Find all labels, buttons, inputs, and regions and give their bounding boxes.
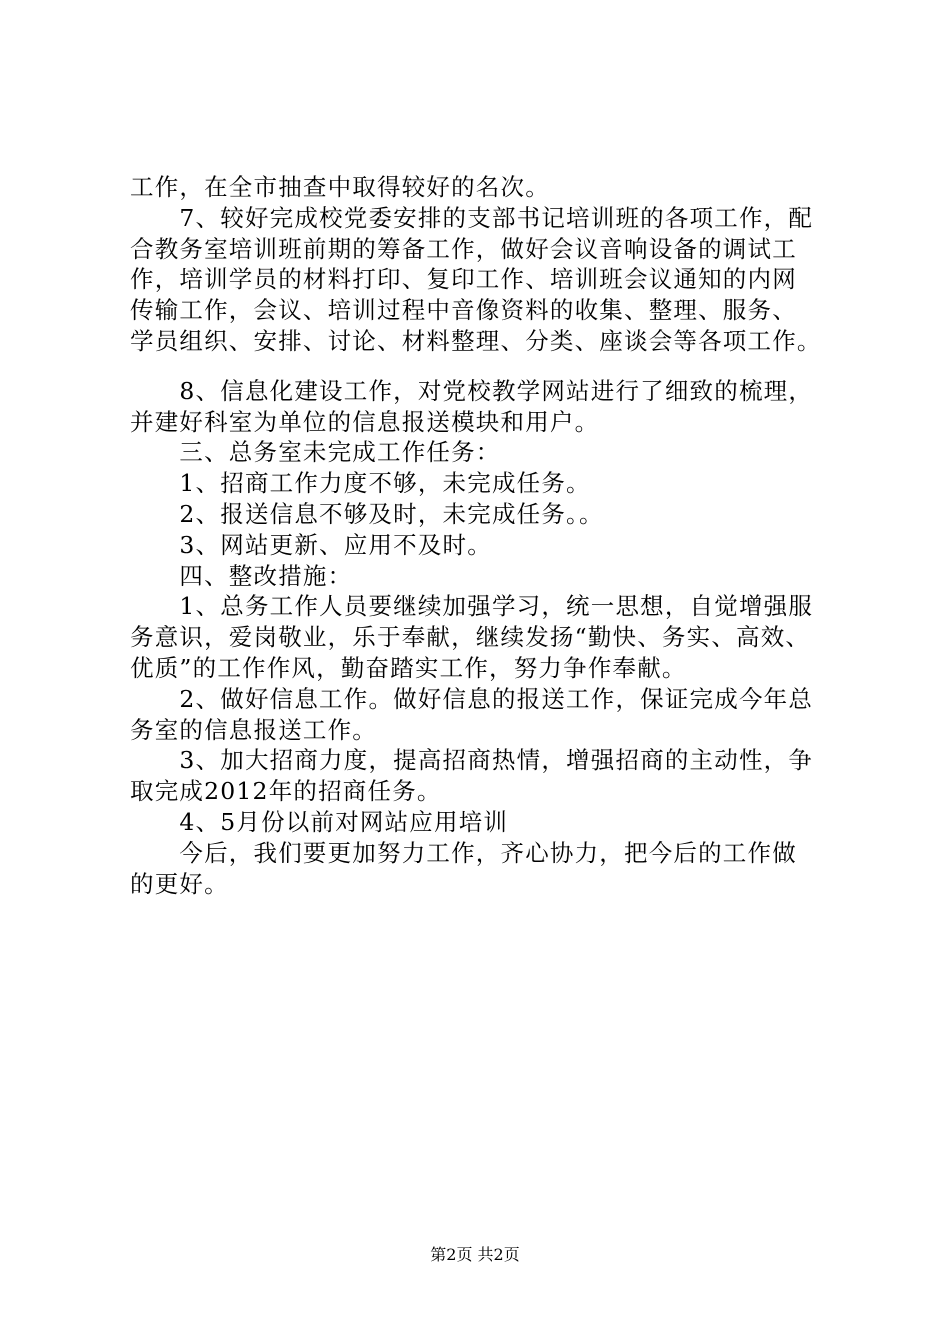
text-line: 作，培训学员的材料打印、复印工作、培训班会议通知的内网 bbox=[130, 265, 797, 294]
text-line: 取完成2012年的招商任务。 bbox=[130, 777, 442, 806]
text-line: 1、总务工作人员要继续加强学习，统一思想，自觉增强服 bbox=[130, 592, 814, 621]
page-number-footer: 第2页 共2页 bbox=[430, 1245, 520, 1264]
text-line: 传输工作，会议、培训过程中音像资料的收集、整理、服务、 bbox=[130, 296, 797, 325]
text-line: 务意识，爱岗敬业，乐于奉献，继续发扬“勤快、务实、高效、 bbox=[130, 623, 811, 652]
text-line: 8、信息化建设工作，对党校教学网站进行了细致的梳理， bbox=[130, 376, 814, 405]
text-line: 3、网站更新、应用不及时。 bbox=[130, 530, 492, 559]
text-line: 3、加大招商力度，提高招商热情，增强招商的主动性，争 bbox=[130, 746, 814, 775]
document-body bbox=[130, 172, 850, 899]
text-line: 7、较好完成校党委安排的支部书记培训班的各项工作，配 bbox=[130, 203, 814, 232]
text-line: 三、总务室未完成工作任务： bbox=[130, 438, 501, 467]
text-line: 优质”的工作作风，勤奋踏实工作，努力争作奉献。 bbox=[130, 653, 687, 682]
paragraph-gap bbox=[130, 357, 850, 376]
text-line: 2、报送信息不够及时，未完成任务。。 bbox=[130, 499, 604, 528]
text-line: 的更好。 bbox=[130, 869, 229, 898]
text-line: 2、做好信息工作。做好信息的报送工作，保证完成今年总 bbox=[130, 684, 814, 713]
text-line: 学员组织、安排、讨论、材料整理、分类、座谈会等各项工作。 bbox=[130, 326, 822, 355]
text-line: 4、5月份以前对网站应用培训 bbox=[130, 807, 509, 836]
text-line: 并建好科室为单位的信息报送模块和用户。 bbox=[130, 407, 600, 436]
text-line: 合教务室培训班前期的筹备工作，做好会议音响设备的调试工 bbox=[130, 234, 797, 263]
text-line: 工作，在全市抽查中取得较好的名次。 bbox=[130, 173, 550, 201]
text-line: 务室的信息报送工作。 bbox=[130, 715, 377, 744]
text-line: 1、招商工作力度不够，未完成任务。 bbox=[130, 469, 591, 498]
text-line: 四、整改措施： bbox=[130, 561, 353, 590]
text-line: 今后，我们要更加努力工作，齐心协力，把今后的工作做 bbox=[130, 838, 797, 867]
